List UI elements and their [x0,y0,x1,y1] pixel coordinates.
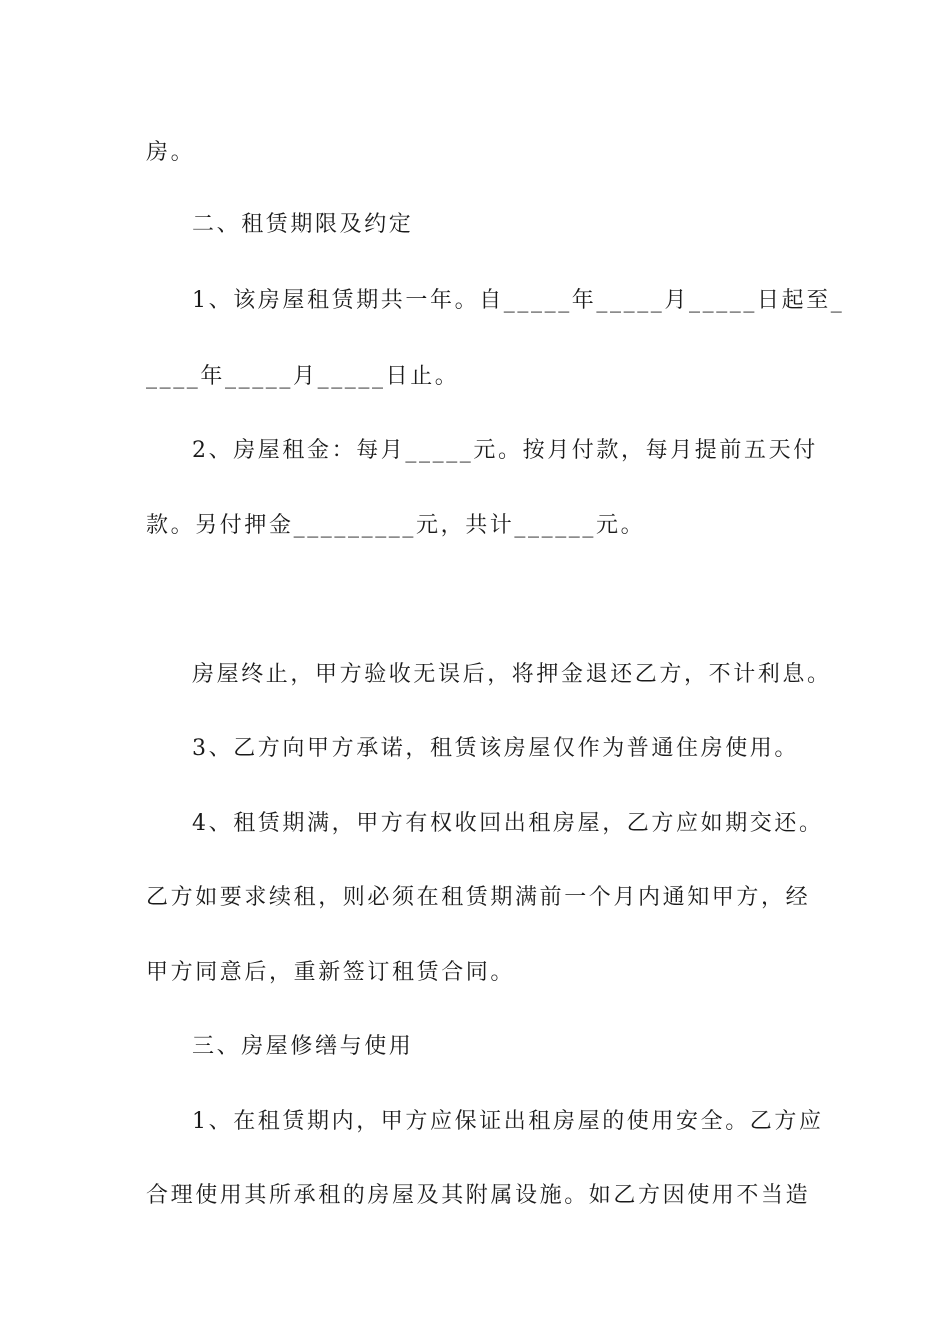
text-line: 合理使用其所承租的房屋及其附属设施。如乙方因使用不当造 [146,1183,811,1208]
text-line: 4、租赁期满，甲方有权收回出租房屋，乙方应如期交还。 [192,811,824,836]
text-line: 乙方如要求续租，则必须在租赁期满前一个月内通知甲方，经 [146,885,811,910]
text-line: 房屋终止，甲方验收无误后，将押金退还乙方，不计利息。 [192,662,832,687]
text-line: 1、在租赁期内，甲方应保证出租房屋的使用安全。乙方应 [192,1109,824,1134]
text-line: 房。 [146,140,196,165]
text-line: 2、房屋租金：每月_____元。按月付款，每月提前五天付 [192,438,818,463]
text-line: 3、乙方向甲方承诺，租赁该房屋仅作为普通住房使用。 [192,736,799,761]
text-line: 款。另付押金_________元，共计______元。 [146,513,646,538]
text-line: 1、该房屋租赁期共一年。自_____年_____月_____日起至_ [192,288,845,313]
text-line: 甲方同意后，重新签订租赁合同。 [146,960,516,985]
section-heading: 三、房屋修缮与使用 [192,1034,414,1059]
section-heading: 二、租赁期限及约定 [192,212,414,237]
text-line: ____年_____月_____日止。 [146,364,460,389]
